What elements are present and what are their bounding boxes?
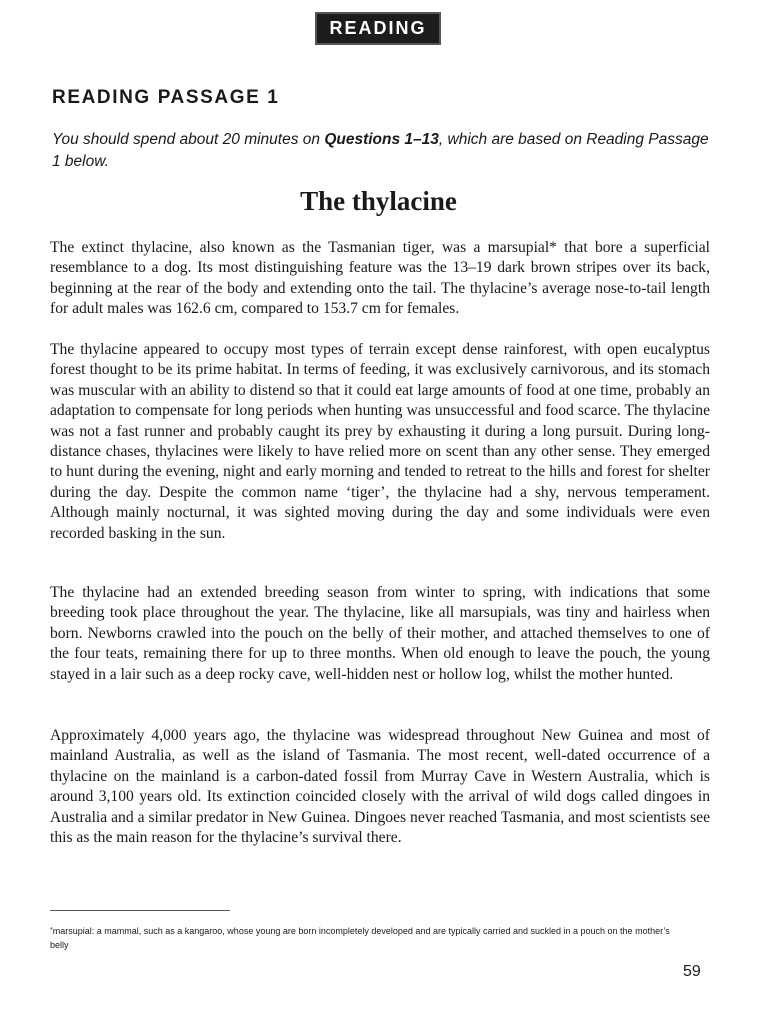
paragraph-1: The extinct thylacine, also known as the Tasmanian tiger, was a marsupial* that bore a superficial resemblance to a dog. Its most distinguishing feature was the 13–19 dark brown stripes over its back, beginning at the rear of the body and extending onto the tail. The thylacine’s average nose-to-tail length for adult males was 162.6 cm, compared to 153.7 cm for females.	[50, 239, 710, 318]
passage-heading: READING PASSAGE 1	[52, 87, 280, 108]
passage-title: The thylacine	[300, 186, 457, 216]
paragraph-4: Approximately 4,000 years ago, the thylacine was widespread throughout New Guinea and most of mainland Australia, as well as the island of Tasmania. The most recent, well-dated occurrence of a thylacine on the mainland is a carbon-dated fossil from Murray Cave in Western Australia, which is around 3,100 years old. Its extinction coincided closely with the arrival of wild dogs called dingoes in Australia and a similar predator in New Guinea. Dingoes never reached Tasmania, and most scientists see this as the main reason for the thylacine’s survival there.	[50, 727, 710, 847]
footnote	[50, 924, 690, 952]
page-number: 59	[683, 963, 701, 980]
footnote-mark: *	[50, 927, 53, 934]
instruction-before: You should spend about 20 minutes on	[52, 131, 325, 148]
footnote-text: marsupial: a mammal, such as a kangaroo, whose young are born incompletely developed and are typically carried and suckled in a pouch on the mother’s belly	[50, 926, 670, 950]
instruction-after: , which are based on Reading Passage 1 below.	[52, 131, 709, 170]
section-label: READING	[315, 12, 441, 45]
instruction-questions: Questions 1–13	[324, 131, 439, 148]
paragraph-2: The thylacine appeared to occupy most types of terrain except dense rainforest, with open eucalyptus forest thought to be its prime habitat. In terms of feeding, it was exclusively carnivorous, and its stomach was muscular with an ability to distend so that it could eat large amounts of food at one time, probably an adaptation to compensate for long periods when hunting was unsuccessful and food scarce. The thylacine was not a fast runner and probably caught its prey by exhausting it during a long pursuit. During long-distance chases, thylacines were likely to have relied more on scent than any other sense. They emerged to hunt during the evening, night and early morning and tended to retreat to the hills and forest for shelter during the day. Despite the common name ‘tiger’, the thylacine had a shy, nervous temperament. Although mainly nocturnal, it was sighted moving during the day and some individuals were even recorded basking in the sun.	[50, 341, 710, 542]
footnote-divider	[50, 910, 230, 911]
instruction-text	[52, 129, 712, 173]
paragraph-3: The thylacine had an extended breeding season from winter to spring, with indications that some breeding took place throughout the year. The thylacine, like all marsupials, was tiny and hairless when born. Newborns crawled into the pouch on the belly of their mother, and attached themselves to one of the four teats, remaining there for up to three months. When old enough to leave the pouch, the young stayed in a lair such as a deep rocky cave, well-hidden nest or hollow log, whilst the mother hunted.	[50, 584, 710, 683]
